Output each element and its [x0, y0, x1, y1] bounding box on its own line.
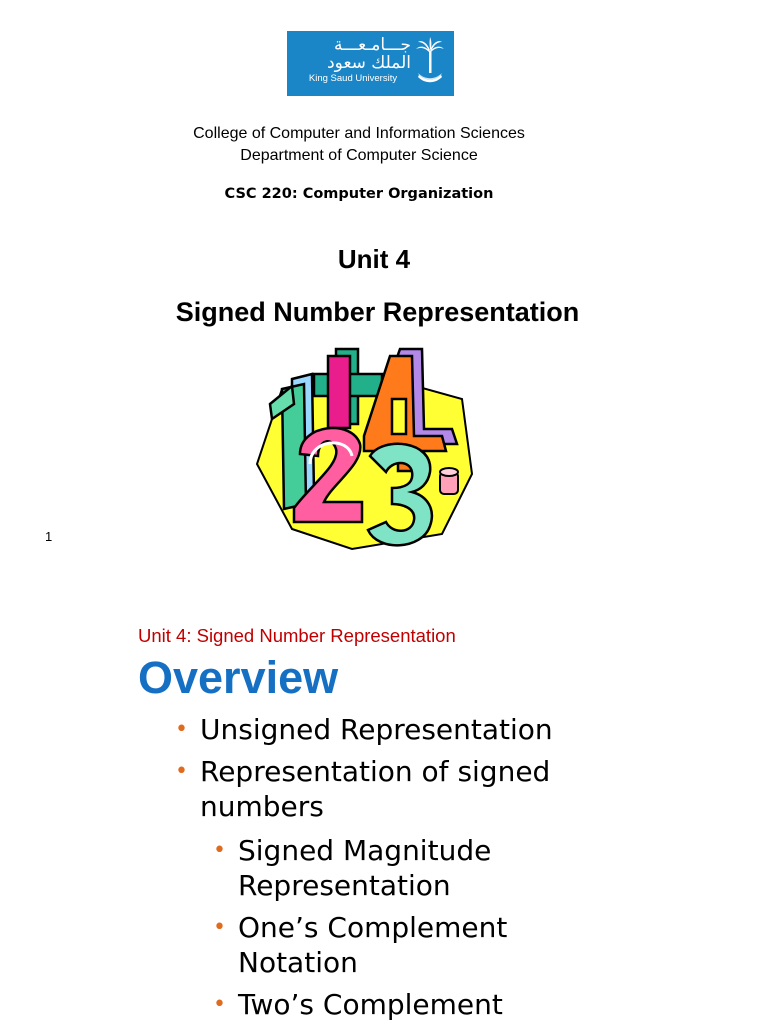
- bullet-dot-icon: •: [175, 717, 188, 742]
- bullet-dot-icon: •: [213, 992, 226, 1017]
- course-title: CSC 220: Computer Organization: [224, 186, 494, 202]
- bullet-text: Unsigned Representation: [200, 713, 553, 746]
- slide-title: Signed Number Representation: [175, 297, 580, 327]
- bullet-item: [175, 754, 551, 824]
- bullet-text: Two’s Complement: [238, 988, 503, 1021]
- logo-arabic-line1: جـــامـعـــة: [334, 35, 411, 55]
- bullet-dot-icon: •: [213, 915, 226, 940]
- bullet-dot-icon: •: [213, 838, 226, 863]
- overview-subtitle: Unit 4: Signed Number Representation: [138, 625, 456, 646]
- bullet-item: [175, 712, 553, 747]
- unit-label: Unit 4: [337, 244, 411, 274]
- college-name: College of Computer and Information Sciences: [193, 125, 525, 142]
- logo-arabic-line2: الملك سعود: [327, 53, 411, 73]
- logo-arabic-text: [293, 36, 411, 72]
- bullet-item: [213, 987, 503, 1022]
- bullet-text: numbers: [200, 790, 324, 823]
- bullet-item: [213, 833, 492, 903]
- overview-heading: Overview: [138, 652, 339, 703]
- palm-swords-emblem-icon: [415, 37, 445, 91]
- colorful-numbers-clipart: [252, 344, 477, 556]
- department-name: Department of Computer Science: [240, 147, 478, 164]
- bullet-text: Notation: [238, 946, 358, 979]
- university-logo: [287, 31, 454, 96]
- logo-english-text: King Saud University: [308, 73, 398, 84]
- bullet-dot-icon: •: [175, 759, 188, 784]
- bullet-text: Signed Magnitude: [238, 834, 492, 867]
- bullet-text: Representation: [238, 869, 451, 902]
- bullet-text: One’s Complement: [238, 911, 508, 944]
- bullet-item: [213, 910, 508, 980]
- page-number: 1: [45, 529, 53, 544]
- bullet-text: Representation of signed: [200, 755, 551, 788]
